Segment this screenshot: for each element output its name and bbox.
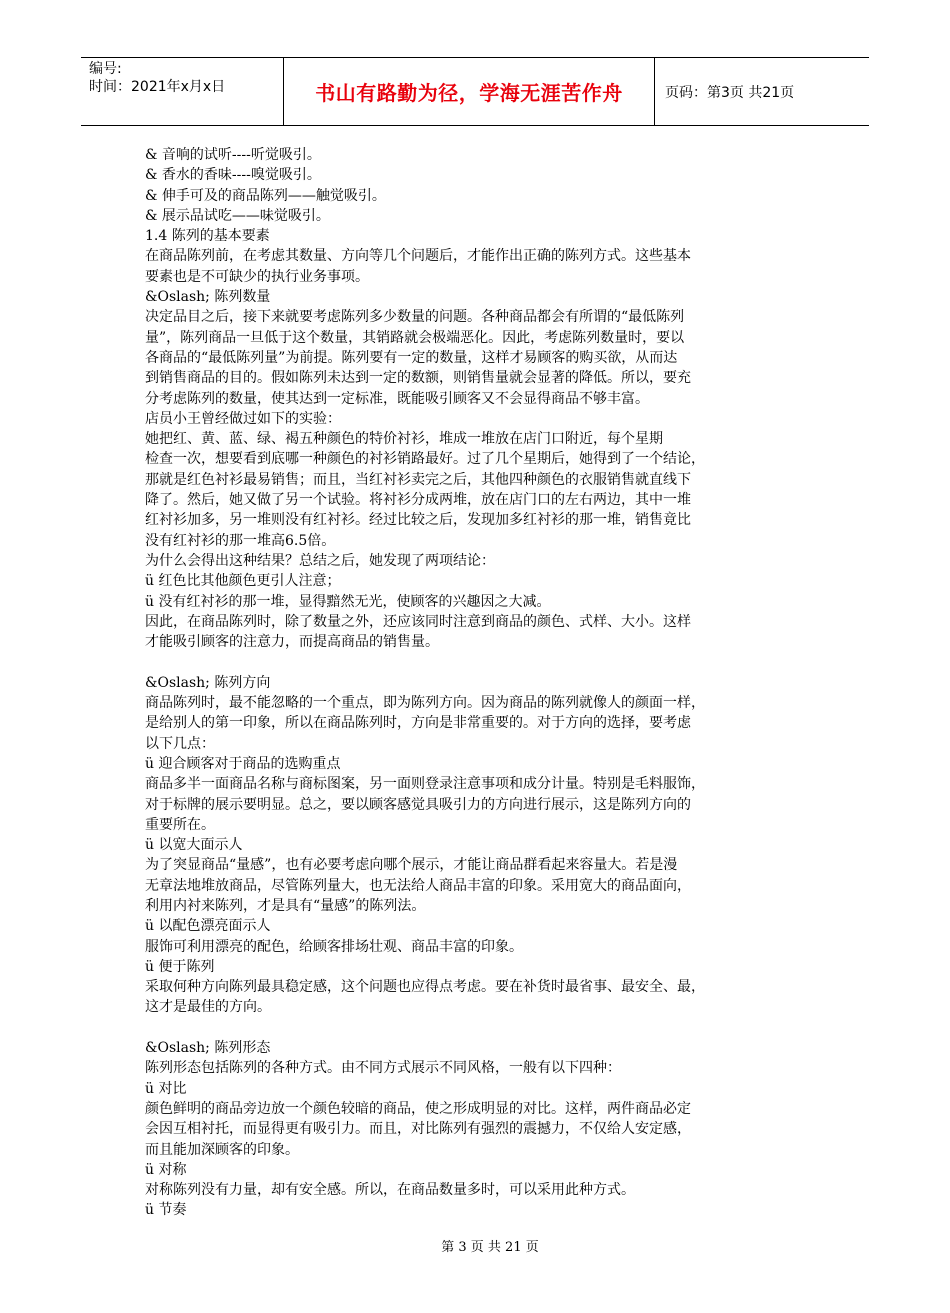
text-line: &Oslash; 陈列形态 <box>145 1040 271 1057</box>
text-line: 她把红、黄、蓝、绿、褐五种颜色的特价衬衫，堆成一堆放在店门口附近，每个星期 <box>145 431 663 448</box>
blank-line <box>145 1018 815 1038</box>
text-line: 决定品目之后，接下来就要考虑陈列多少数量的问题。各种商品都会有所谓的“最低陈列 <box>145 309 685 326</box>
text-line: ü 迎合顾客对于商品的选购重点 <box>145 755 341 772</box>
text-line: 为了突显商品“量感”，也有必要考虑向哪个展示，才能让商品群看起来容量大。若是漫 <box>145 857 678 874</box>
text-line: 要素也是不可缺少的执行业务事项。 <box>145 268 369 285</box>
text-line: 1.4 陈列的基本要素 <box>145 228 270 245</box>
header-motto: 书山有路勤为径，学海无涯苦作舟 <box>283 58 655 125</box>
text-line: 降了。然后，她又做了另一个试验。将衬衫分成两堆，放在店门口的左右两边，其中一堆 <box>145 492 691 509</box>
text-line: ü 没有红衬衫的那一堆，显得黯然无光，使顾客的兴趣因之大减。 <box>145 593 551 610</box>
text-line: 采取何种方向陈列最具稳定感，这个问题也应得点考虑。要在补货时最省事、最安全、最， <box>145 979 705 996</box>
text-line: ü 节奏 <box>145 1202 187 1219</box>
text-line: ü 便于陈列 <box>145 958 215 975</box>
page-footer: 第 3 页 共 21 页 <box>441 1240 539 1255</box>
text-line: & 伸手可及的商品陈列——触觉吸引。 <box>145 187 386 204</box>
text-line: ü 对比 <box>145 1080 187 1097</box>
text-line: 商品多半一面商品名称与商标图案，另一面则登录注意事项和成分计量。特别是毛料服饰， <box>145 776 705 793</box>
text-line: ü 红色比其他颜色更引人注意； <box>145 573 341 590</box>
text-line: 量”，陈列商品一旦低于这个数量，其销路就会极端恶化。因此，考虑陈列数量时，要以 <box>145 329 685 346</box>
text-line: ü 以配色漂亮面示人 <box>145 918 271 935</box>
text-line: 对于标牌的展示要明显。总之，要以顾客感觉具吸引力的方向进行展示，这是陈列方向的 <box>145 796 691 813</box>
text-line: 在商品陈列前，在考虑其数量、方向等几个问题后，才能作出正确的陈列方式。这些基本 <box>145 248 691 265</box>
text-line: ü 对称 <box>145 1161 187 1178</box>
text-line: ü 以宽大面示人 <box>145 837 243 854</box>
text-line: 到销售商品的目的。假如陈列未达到一定的数额，则销售量就会显著的降低。所以，要充 <box>145 370 691 387</box>
text-line: 因此，在商品陈列时，除了数量之外，还应该同时注意到商品的颜色、式样、大小。这样 <box>145 613 691 630</box>
text-line: 服饰可利用漂亮的配色，给顾客排场壮观、商品丰富的印象。 <box>145 938 523 955</box>
text-line: 陈列形态包括陈列的各种方式。由不同方式展示不同风格，一般有以下四种： <box>145 1060 621 1077</box>
blank-line <box>145 652 815 672</box>
text-line: 那就是红色衬衫最易销售；而且，当红衬衫卖完之后，其他四种颜色的衣服销售就直线下 <box>145 471 691 488</box>
text-line: 会因互相衬托，而显得更有吸引力。而且，对比陈列有强烈的震撼力，不仅给人安定感， <box>145 1121 691 1138</box>
text-line: 各商品的“最低陈列量”为前提。陈列要有一定的数量，这样才易顾客的购买欲，从而达 <box>145 349 678 366</box>
text-line: 颜色鲜明的商品旁边放一个颜色较暗的商品，使之形成明显的对比。这样，两件商品必定 <box>145 1100 691 1117</box>
text-line: 红衬衫加多，另一堆则没有红衬衫。经过比较之后，发现加多红衬衫的那一堆，销售竟比 <box>145 512 691 529</box>
page-header <box>81 57 869 126</box>
text-line: 而且能加深顾客的印象。 <box>145 1141 299 1158</box>
text-line: 为什么会得出这种结果？总结之后，她发现了两项结论： <box>145 552 495 569</box>
text-line: 这才是最佳的方向。 <box>145 999 271 1016</box>
text-line: 是给别人的第一印象，所以在商品陈列时，方向是非常重要的。对于方向的选择，要考虑 <box>145 715 691 732</box>
text-line: & 香水的香味----嗅觉吸引。 <box>145 167 321 184</box>
header-meta <box>81 58 283 125</box>
text-line: 才能吸引顾客的注意力，而提高商品的销售量。 <box>145 634 439 651</box>
text-line: 商品陈列时，最不能忽略的一个重点，即为陈列方向。因为商品的陈列就像人的颜面一样， <box>145 695 705 712</box>
text-line: 没有红衬衫的那一堆高6.5倍。 <box>145 532 336 549</box>
text-line: 利用内衬来陈列，才是具有“量感”的陈列法。 <box>145 897 426 914</box>
text-line: 重要所在。 <box>145 816 215 833</box>
header-page-info: 页码：第3页 共21页 <box>665 84 795 101</box>
document-time-label: 时间：2021年x月x日 <box>89 79 226 95</box>
text-line: 以下几点： <box>145 735 215 752</box>
text-line: 对称陈列没有力量，却有安全感。所以，在商品数量多时，可以采用此种方式。 <box>145 1182 635 1199</box>
text-line: 分考虑陈列的数量，使其达到一定标准，既能吸引顾客又不会显得商品不够丰富。 <box>145 390 649 407</box>
text-line: & 音响的试听----听觉吸引。 <box>145 147 321 163</box>
text-line: & 展示品试吃——味觉吸引。 <box>145 207 330 224</box>
document-body <box>145 145 815 1221</box>
text-line: 检查一次，想要看到底哪一种颜色的衬衫销路最好。过了几个星期后，她得到了一个结论， <box>145 451 705 468</box>
text-line: &Oslash; 陈列方向 <box>145 674 271 691</box>
text-line: &Oslash; 陈列数量 <box>145 289 271 306</box>
text-line: 店员小王曾经做过如下的实验： <box>145 410 341 427</box>
document-number-label: 编号: <box>89 61 122 77</box>
text-line: 无章法地堆放商品，尽管陈列量大，也无法给人商品丰富的印象。采用宽大的商品面向， <box>145 877 691 894</box>
